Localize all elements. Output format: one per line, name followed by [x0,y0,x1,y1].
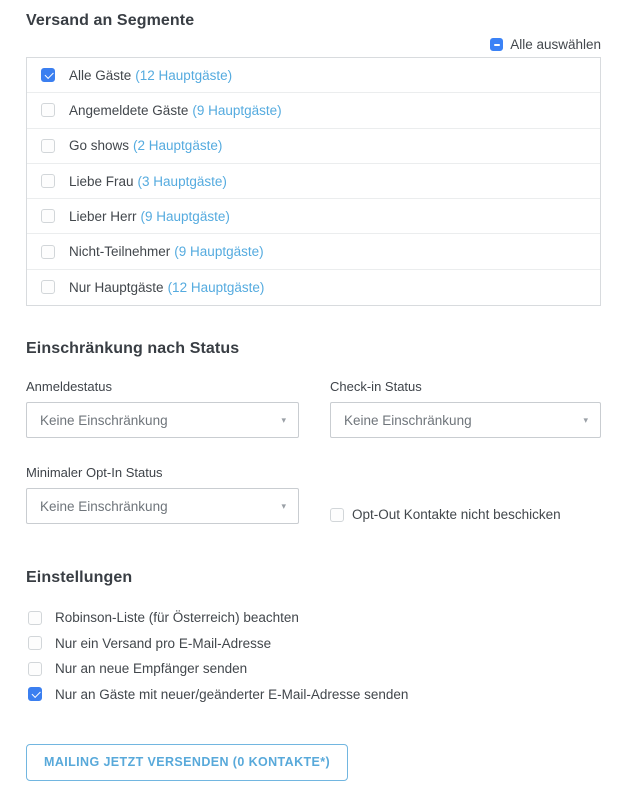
settings-checkbox[interactable] [28,662,42,676]
segment-count-link[interactable]: (3 Hauptgäste) [137,173,227,189]
segment-count-link[interactable]: (2 Hauptgäste) [133,138,223,154]
segment-count-link[interactable]: (12 Hauptgäste) [135,67,233,83]
segments-section-title: Versand an Segmente [26,12,195,29]
optin-status-label: Minimaler Opt-In Status [26,465,163,481]
segment-count-link[interactable]: (9 Hauptgäste) [174,244,264,260]
segment-row[interactable] [27,234,600,269]
checkin-status-label: Check-in Status [330,379,422,395]
settings-row[interactable] [28,687,601,702]
settings-section-title: Einstellungen [26,569,133,587]
optout-label: Opt-Out Kontakte nicht beschicken [352,507,561,523]
segment-label: Nur Hauptgäste [69,279,164,295]
optin-status-select-value: Keine Einschränkung [40,498,168,514]
segment-row[interactable] [27,129,600,164]
select-all-checkbox-icon[interactable] [490,38,503,51]
settings-row[interactable] [28,636,601,651]
segment-checkbox[interactable] [41,139,55,153]
segment-row[interactable] [27,93,600,128]
chevron-down-icon: ▾ [281,414,286,425]
settings-label: Robinson-Liste (für Österreich) beachten [55,610,299,626]
anmeldestatus-label: Anmeldestatus [26,379,112,395]
segment-label: Angemeldete Gäste [69,102,189,118]
segment-row[interactable] [27,199,600,234]
anmeldestatus-select-value: Keine Einschränkung [40,412,168,428]
settings-checkbox[interactable] [28,636,42,650]
chevron-down-icon: ▾ [583,414,588,425]
segment-row[interactable] [27,164,600,199]
segment-checkbox[interactable] [41,174,55,188]
select-all-label: Alle auswählen [510,37,601,52]
checkin-status-select-value: Keine Einschränkung [344,412,472,428]
settings-label: Nur ein Versand pro E-Mail-Adresse [55,635,272,651]
segment-count-link[interactable]: (9 Hauptgäste) [192,102,282,118]
settings-checkbox[interactable] [28,611,42,625]
settings-label: Nur an neue Empfänger senden [55,661,248,677]
status-section-title: Einschränkung nach Status [26,340,240,358]
segment-list [26,57,601,306]
settings-list [26,610,601,702]
settings-row[interactable] [28,610,601,625]
optout-checkbox-row[interactable] [330,507,601,522]
segment-checkbox[interactable] [41,209,55,223]
segment-checkbox[interactable] [41,280,55,294]
segment-row[interactable] [27,270,600,305]
segment-label: Nicht-Teilnehmer [69,244,171,260]
anmeldestatus-select[interactable] [26,402,299,438]
segment-row[interactable] [27,58,600,93]
segment-label: Liebe Frau [69,173,134,189]
optout-checkbox[interactable] [330,508,344,522]
segment-count-link[interactable]: (9 Hauptgäste) [140,208,230,224]
segment-checkbox[interactable] [41,103,55,117]
segment-label: Lieber Herr [69,208,137,224]
segment-label: Go shows [69,138,130,154]
select-all-control[interactable] [26,37,601,52]
checkin-status-select[interactable] [330,402,601,438]
optin-status-select[interactable] [26,488,299,524]
settings-label: Nur an Gäste mit neuer/geänderter E-Mail-Adresse senden [55,686,409,702]
segment-count-link[interactable]: (12 Hauptgäste) [167,279,265,295]
segment-checkbox[interactable] [41,245,55,259]
segment-checkbox[interactable] [41,68,55,82]
settings-row[interactable] [28,661,601,676]
chevron-down-icon: ▾ [281,500,286,511]
send-mailing-button[interactable]: MAILING JETZT VERSENDEN (0 KONTAKTE*) [26,744,348,781]
settings-checkbox[interactable] [28,687,42,701]
segment-label: Alle Gäste [69,67,132,83]
